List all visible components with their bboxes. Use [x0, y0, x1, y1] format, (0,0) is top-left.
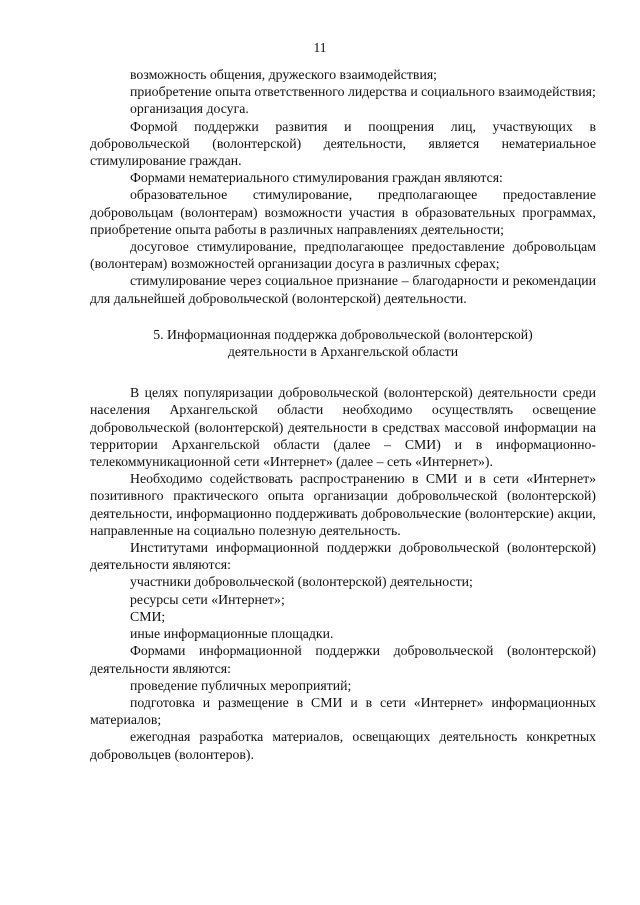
paragraph: Формой поддержки развития и поощрения лиц, участвующих в добровольческой (волонтерской) деятельности, является нематериальное стимулирование граждан.: [90, 118, 596, 169]
paragraph: Необходимо содействовать распространению в СМИ и в сети «Интернет» позитивного практического опыта организации добровольческой (волонтерской) деятельности, информационно поддерживать добровольческие (волонтерские) акции, направленные на социально полезную деятельность.: [90, 471, 596, 538]
paragraph: ресурсы сети «Интернет»;: [130, 591, 285, 607]
paragraph: ежегодная разработка материалов, освещающих деятельность конкретных добровольцев (волонтеров).: [90, 729, 596, 762]
paragraph: образовательное стимулирование, предполагающее предоставление добровольцам (волонтерам) возможности участия в образовательных программах, приобретение опыта работы в различных направлениях деятельности;: [90, 187, 596, 237]
page-number: 11: [313, 40, 327, 55]
paragraph: приобретение опыта ответственного лидерства и социального взаимодействия;: [130, 84, 596, 100]
paragraph: организация досуга.: [130, 101, 249, 117]
paragraph: участники добровольческой (волонтерской) деятельности;: [130, 574, 473, 590]
paragraph: подготовка и размещение в СМИ и в сети «Интернет» информационных материалов;: [90, 694, 596, 728]
paragraph: Институтами информационной поддержки добровольческой (волонтерской) деятельности являются:: [90, 540, 596, 573]
paragraph: СМИ;: [130, 608, 166, 624]
paragraph: проведение публичных мероприятий;: [130, 677, 352, 693]
paragraph: иные информационные площадки.: [130, 626, 334, 642]
paragraph: стимулирование через социальное признание – благодарности и рекомендации для дальнейшей добровольческой (волонтерской) деятельности.: [90, 273, 596, 306]
paragraph: досуговое стимулирование, предполагающее предоставление добровольцам (волонтерам) возможностей организации досуга в различных сферах;: [90, 239, 596, 272]
section-heading-line: 5. Информационная поддержка добровольческой (волонтерской): [153, 326, 533, 342]
section-heading-line: деятельности в Архангельской области: [227, 344, 459, 360]
document-body: [90, 66, 596, 763]
paragraph: Формами информационной поддержки добровольческой (волонтерской) деятельности являются:: [90, 643, 596, 676]
section-heading: [90, 326, 596, 360]
paragraph: В целях популяризации добровольческой (волонтерской) деятельности среди населения Архангельской области необходимо осуществлять освещение добровольческой (волонтерской) деятельности в средствах массовой информации на территории Архангельской области (далее – СМИ) и в информационно-телекоммуникационной сети «Интернет» (далее – сеть «Интернет»).: [90, 385, 596, 470]
paragraph: Формами нематериального стимулирования граждан являются:: [130, 170, 503, 186]
paragraph: возможность общения, дружеского взаимодействия;: [130, 67, 438, 82]
